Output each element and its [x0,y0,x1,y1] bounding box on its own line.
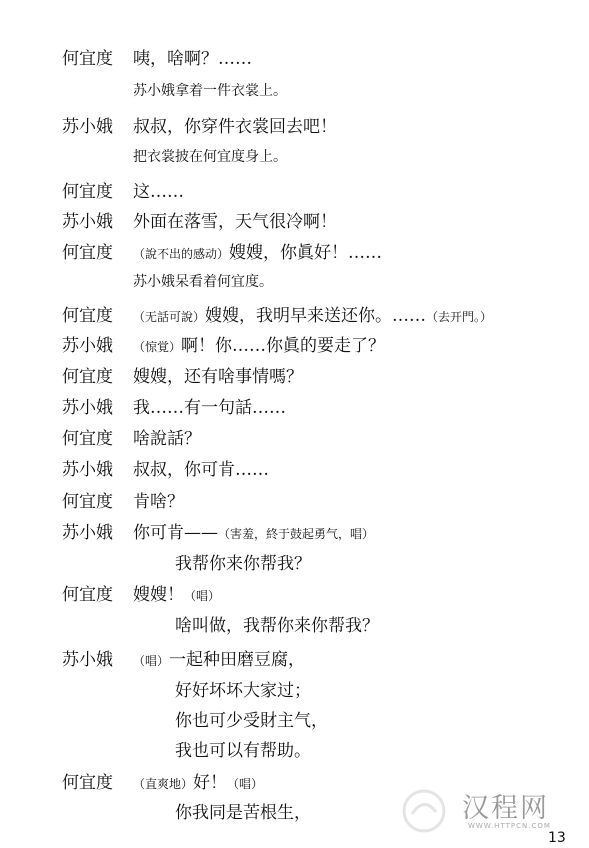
stage-note: （直爽地） [133,777,194,791]
song-verse: 你我同是苦根生， [175,803,311,823]
song-verse: 啥叫做，我帮你来你帮我？ [175,616,379,636]
dialogue-text: 我……有一句話…… [133,398,286,418]
stage-note: （惊覚） [133,340,182,354]
speaker-label: 苏小娥 [62,650,113,670]
dialogue-text: 啥說話？ [133,429,201,449]
dialogue-text: 啊！你……你眞的要走了？ [181,336,386,356]
watermark-text: 汉程网 [462,793,549,824]
dialogue-text: 叔叔，你穿件衣裳回去吧！ [133,117,337,137]
stage-note: （說不出的感动） [133,247,230,261]
song-verse: 我也可以有帮助。 [175,741,311,761]
dialogue-line [133,238,382,263]
dialogue-line [133,518,374,543]
dialogue-line [133,331,385,356]
dialogue-text: 叔叔，你可肯…… [133,460,269,480]
speaker-label: 何宜度 [62,492,113,512]
dialogue-text: 一起种田磨豆腐， [169,650,306,670]
speaker-label: 何宜度 [62,182,113,202]
stage-note: （害羞，終于鼓起勇气，唱） [218,527,375,541]
dialogue-line [133,301,492,326]
speaker-label: 何宜度 [62,773,113,793]
dialogue-text: 嫂嫂！ [133,585,184,605]
stage-note: （唱） [133,654,170,668]
dialogue-text: 肯啥？ [133,492,184,512]
speaker-label: 苏小娥 [62,398,113,418]
page-number: 13 [548,830,566,846]
stage-note: （唱） [227,777,264,791]
stage-note: （去开門。） [426,310,493,324]
dialogue-text: 嫂嫂，你眞好！…… [229,243,383,263]
stage-direction: 苏小娥拿着一件衣裳上。 [133,83,287,99]
stage-direction: 把衣裳披在何宜度身上。 [133,149,287,165]
watermark-url: WWW.HTTPCN.COM [468,822,551,830]
stage-note: （无話可說） [133,310,206,324]
song-verse: 我帮你来你帮我？ [175,554,311,574]
dialogue-line [133,768,263,793]
dialogue-text: 这…… [133,182,184,202]
dialogue-text: 你可肯—— [133,523,218,543]
song-verse: 你也可少受財主气， [175,711,328,731]
stage-direction: 苏小娥呆看着何宜度。 [133,274,273,290]
speaker-label: 苏小娥 [62,336,113,356]
speaker-label: 何宜度 [62,429,113,449]
speaker-label: 何宜度 [62,367,113,387]
dialogue-text: 好！ [193,773,228,793]
speaker-label: 苏小娥 [62,117,113,137]
speaker-label: 苏小娥 [62,523,113,543]
speaker-label: 何宜度 [62,585,113,605]
dialogue-text: 外面在落雪，天气很冷啊！ [133,212,337,232]
speaker-label: 何宜度 [62,49,113,69]
stage-note: （唱） [184,589,221,603]
dialogue-text: 嫂嫂，我明早来送还你。…… [205,306,427,326]
speaker-label: 何宜度 [62,243,113,263]
dialogue-line [133,645,305,670]
song-verse: 好好坏坏大家过； [175,681,311,701]
dialogue-text: 咦，啥啊？…… [133,49,252,69]
speaker-label: 何宜度 [62,306,113,326]
dialogue-text: 嫂嫂，还有啥事情嗎？ [133,367,303,387]
dialogue-line [133,580,220,605]
speaker-label: 苏小娥 [62,460,113,480]
speaker-label: 苏小娥 [62,212,113,232]
